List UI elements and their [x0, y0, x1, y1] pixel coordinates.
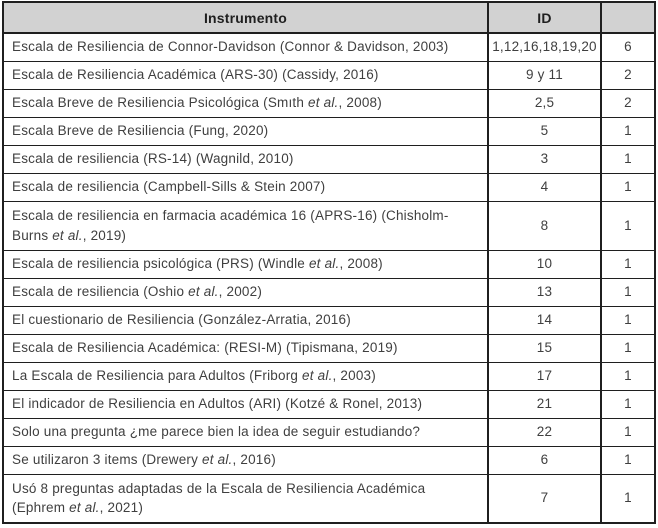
table-body — [3, 33, 655, 523]
id-cell: 2,5 — [488, 89, 601, 117]
count-cell: 1 — [601, 390, 655, 418]
count-cell: 1 — [601, 418, 655, 446]
instrument-cell: Escala de Resiliencia de Connor-Davidson (Connor & Davidson, 2003) — [3, 33, 488, 61]
instrument-cell: Solo una pregunta ¿me parece bien la idea de seguir estudiando? — [3, 418, 488, 446]
header-count — [601, 2, 655, 33]
table-row — [3, 173, 655, 201]
table-row — [3, 89, 655, 117]
count-cell: 6 — [601, 33, 655, 61]
count-cell: 2 — [601, 61, 655, 89]
table-row — [3, 250, 655, 278]
table-row — [3, 306, 655, 334]
table-row — [3, 201, 655, 250]
count-cell: 1 — [601, 362, 655, 390]
count-cell: 1 — [601, 446, 655, 474]
id-cell: 6 — [488, 446, 601, 474]
table-row — [3, 362, 655, 390]
table-row — [3, 446, 655, 474]
header-id: ID — [488, 2, 601, 33]
count-cell: 1 — [601, 117, 655, 145]
id-cell: 3 — [488, 145, 601, 173]
id-cell: 9 y 11 — [488, 61, 601, 89]
id-cell: 8 — [488, 201, 601, 250]
instrument-cell: Escala de resiliencia (Campbell-Sills & Stein 2007) — [3, 173, 488, 201]
count-cell: 1 — [601, 278, 655, 306]
count-cell: 1 — [601, 201, 655, 250]
instrument-cell: Se utilizaron 3 items (Drewery et al., 2016) — [3, 446, 488, 474]
count-cell: 1 — [601, 173, 655, 201]
id-cell: 17 — [488, 362, 601, 390]
id-cell: 1,12,16,18,19,20 — [488, 33, 601, 61]
count-cell: 1 — [601, 250, 655, 278]
count-cell: 2 — [601, 89, 655, 117]
count-cell: 1 — [601, 334, 655, 362]
id-cell: 21 — [488, 390, 601, 418]
instrument-cell: Escala de resiliencia psicológica (PRS) (Windle et al., 2008) — [3, 250, 488, 278]
header-instrument: Instrumento — [3, 2, 488, 33]
instrument-cell: Escala de resiliencia (Oshio et al., 2002) — [3, 278, 488, 306]
instrument-cell: Escala Breve de Resiliencia (Fung, 2020) — [3, 117, 488, 145]
instrument-cell: El cuestionario de Resiliencia (González-Arratia, 2016) — [3, 306, 488, 334]
count-cell: 1 — [601, 145, 655, 173]
id-cell: 5 — [488, 117, 601, 145]
count-cell: 1 — [601, 474, 655, 523]
id-cell: 4 — [488, 173, 601, 201]
table-row — [3, 61, 655, 89]
instrument-cell: Escala de resiliencia (RS-14) (Wagnild, 2010) — [3, 145, 488, 173]
count-cell: 1 — [601, 306, 655, 334]
id-cell: 15 — [488, 334, 601, 362]
table-row — [3, 145, 655, 173]
instrument-cell: La Escala de Resiliencia para Adultos (Friborg et al., 2003) — [3, 362, 488, 390]
id-cell: 7 — [488, 474, 601, 523]
instrument-cell: Escala de Resiliencia Académica: (RESI-M) (Tipismana, 2019) — [3, 334, 488, 362]
table-row — [3, 278, 655, 306]
id-cell: 10 — [488, 250, 601, 278]
table-row — [3, 418, 655, 446]
id-cell: 22 — [488, 418, 601, 446]
table-row — [3, 390, 655, 418]
instrument-cell: Usó 8 preguntas adaptadas de la Escala de Resiliencia Académica (Ephrem et al., 2021) — [3, 474, 488, 523]
instrument-cell: Escala de resiliencia en farmacia académica 16 (APRS-16) (Chisholm-Burns et al., 2019) — [3, 201, 488, 250]
table-row — [3, 117, 655, 145]
table-row — [3, 334, 655, 362]
instruments-table — [2, 1, 656, 524]
instrument-cell: El indicador de Resiliencia en Adultos (ARI) (Kotzé & Ronel, 2013) — [3, 390, 488, 418]
header-row — [3, 2, 655, 33]
table-row — [3, 33, 655, 61]
table-row — [3, 474, 655, 523]
id-cell: 14 — [488, 306, 601, 334]
table-header — [3, 2, 655, 33]
instrument-cell: Escala de Resiliencia Académica (ARS-30) (Cassidy, 2016) — [3, 61, 488, 89]
instrument-cell: Escala Breve de Resiliencia Psicológica (Smıth et al., 2008) — [3, 89, 488, 117]
id-cell: 13 — [488, 278, 601, 306]
